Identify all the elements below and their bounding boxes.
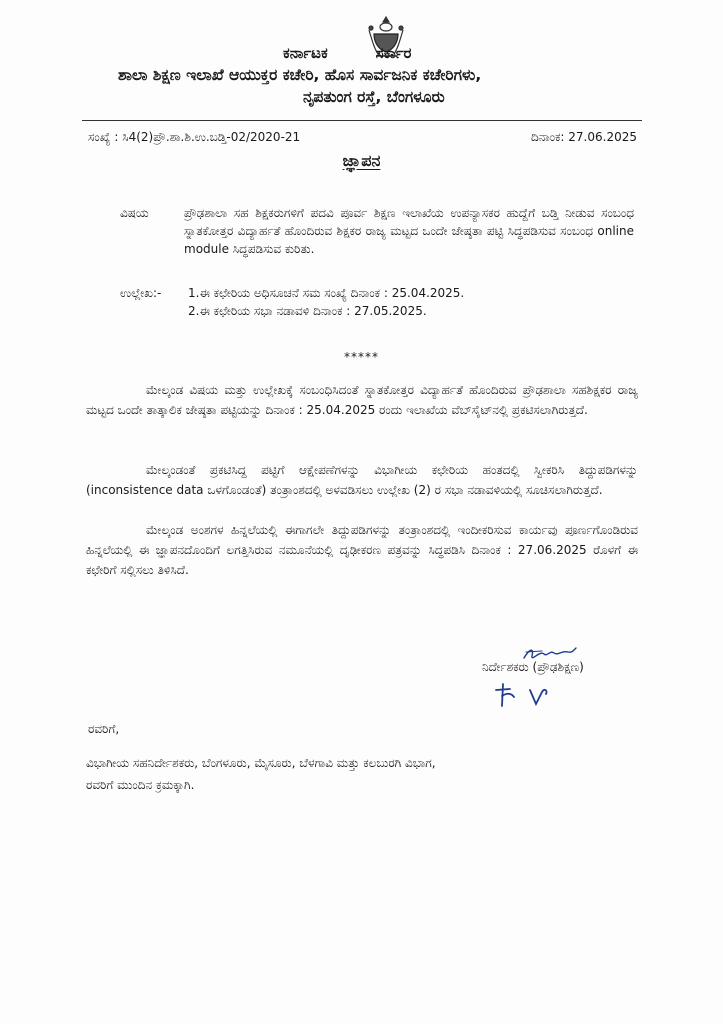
body-paragraph-1: ಮೇಲ್ಕಂಡ ವಿಷಯ ಮತ್ತು ಉಲ್ಲೇಖಕ್ಕೆ ಸಂಬಂಧಿಸಿದಂತೆ ಸ್ನಾತಕೋತ್ತರ ವಿದ್ಯಾರ್ಹತೆ ಹೊಂದಿರುವ ಪ್ರೌಢಶಾಲಾ ಸಹಶಿಕ್ಷಕರ ರಾಜ್ಯ ಮಟ್ಟದ ಒಂದೇ ತಾತ್ಕಾಲಿಕ ಜೇಷ್ಠತಾ ಪಟ್ಟಿಯನ್ನು ದಿನಾಂಕ : 25.04.2025 ರಂದು ಇಲಾಖೆಯ ವೆಬ್‌ಸೈಟ್‌ನಲ್ಲಿ ಪ್ರಕಟಿಸಲಾಗಿರುತ್ತದೆ. (86, 383, 638, 417)
addressee-line: ರವರಿಗೆ ಮುಂದಿನ ಕ್ರಮಕ್ಕಾಗಿ. (86, 778, 195, 792)
header-government: ಸರ್ಕಾರ (375, 44, 412, 62)
body-paragraph-3: ಮೇಲ್ಕಂಡ ಅಂಶಗಳ ಹಿನ್ನಲೆಯಲ್ಲಿ ಈಗಾಗಲೇ ತಿದ್ದುಪಡಿಗಳನ್ನು ತಂತ್ರಾಂಶದಲ್ಲಿ ಇಂದೀಕರಿಸುವ ಕಾರ್ಯವು ಪೂರ್ಣಗೊಂಡಿರುವ ಹಿನ್ನಲೆಯಲ್ಲಿ ಈ ಜ್ಞಾಪನದೊಂದಿಗೆ ಲಗತ್ತಿಸಿರುವ ನಮೂನೆಯಲ್ಲಿ ದೃಢೀಕರಣ ಪತ್ರವನ್ನು ಸಿದ್ಧಪಡಿಸಿ ದಿನಾಂಕ : 27.06.2025 ರೊಳಗೆ ಈ ಕಛೇರಿಗೆ ಸಲ್ಲಿಸಲು ತಿಳಿಸಿದೆ. (86, 523, 638, 577)
header-office: ಶಾಲಾ ಶಿಕ್ಷಣ ಇಲಾಖೆ ಆಯುಕ್ತರ ಕಚೇರಿ, ಹೊಸ ಸಾರ್ವಜನಿಕ ಕಚೇರಿಗಳು, (118, 66, 482, 84)
body-paragraph-2: ಮೇಲ್ಕಂಡಂತೆ ಪ್ರಕಟಿಸಿದ್ದ ಪಟ್ಟಿಗೆ ಆಕ್ಷೇಪಣೆಗಳನ್ನು ವಿಭಾಗೀಯ ಕಛೇರಿಯ ಹಂತದಲ್ಲಿ ಸ್ವೀಕರಿಸಿ ತಿದ್ದುಪಡಿಗಳನ್ನು (inconsistence data ಒಳಗೊಂಡಂತೆ) ತಂತ್ರಾಂಶದಲ್ಲಿ ಅಳವಡಿಸಲು ಉಲ್ಲೇಖ (2) ರ ಸಭಾ ನಡಾವಳಿಯಲ್ಲಿ ಸೂಚಿಸಲಾಗಿರುತ್ತದೆ. (86, 463, 638, 497)
header-state-line (283, 44, 411, 62)
document-title (0, 151, 723, 171)
reference-item: 1.ಈ ಕಛೇರಿಯ ಅಧಿಸೂಚನೆ ಸಮ ಸಂಖ್ಯೆ ದಿನಾಂಕ : 25.04.2025. (188, 286, 465, 300)
subject-label: ವಿಷಯ (120, 206, 149, 220)
addressee-line: ವಿಭಾಗೀಯ ಸಹನಿರ್ದೇಶಕರು, ಬೆಂಗಳೂರು, ಮೈಸೂರು, ಬೆಳಗಾವಿ ಮತ್ತು ಕಲಬುರಗಿ ವಿಭಾಗ, (86, 756, 436, 770)
references-label: ಉಲ್ಲೇಖ:- (120, 286, 162, 300)
reference-item: 2.ಈ ಕಛೇರಿಯ ಸಭಾ ನಡಾವಳಿ ದಿನಾಂಕ : 27.05.2025. (188, 304, 427, 318)
reference-number: ಸಂಖ್ಯೆ : ಸಿ4(2)ಪ್ರೌ.ಶಾ.ಶಿ.ಉ.ಬಡ್ತಿ-02/2020-21 (88, 130, 301, 144)
section-separator: ***** (344, 350, 379, 364)
subject-text: ಪ್ರೌಢಶಾಲಾ ಸಹ ಶಿಕ್ಷಕರುಗಳಿಗೆ ಪದವಿ ಪೂರ್ವ ಶಿಕ್ಷಣ ಇಲಾಖೆಯ ಉಪನ್ಯಾಸಕರ ಹುದ್ದೆಗೆ ಬಡ್ತಿ ನೀಡುವ ಸಂಬಂಧ ಸ್ನಾತಕೋತ್ತರ ವಿದ್ಯಾರ್ಹತೆ ಹೊಂದಿರುವ ಶಿಕ್ಷಕರ ರಾಜ್ಯ ಮಟ್ಟದ ಒಂದೇ ಜೇಷ್ಠತಾ ಪಟ್ಟಿ ಸಿದ್ಧಪಡಿಸುವ ಸಂಬಂಧ online module ಸಿದ್ಧಪಡಿಸುವ ಕುರಿತು. (184, 206, 634, 256)
reference-date: ದಿನಾಂಕ: 27.06.2025 (531, 130, 637, 144)
header-address: ನೃಪತುಂಗ ರಸ್ತೆ, ಬೆಂಗಳೂರು (303, 88, 445, 106)
header-state: ಕರ್ನಾಟಕ (283, 44, 328, 62)
addressee-block (86, 752, 642, 796)
addressee-label: ರವರಿಗೆ, (88, 722, 120, 736)
references-list (188, 284, 464, 320)
signatory-title: ನಿರ್ದೇಶಕರು (ಪ್ರೌಢಶಿಕ್ಷಣ) (482, 660, 584, 674)
header-divider (82, 120, 642, 121)
initials-mark-icon (490, 680, 560, 710)
document-title-text: ಜ್ಞಾಪನ (342, 151, 381, 170)
